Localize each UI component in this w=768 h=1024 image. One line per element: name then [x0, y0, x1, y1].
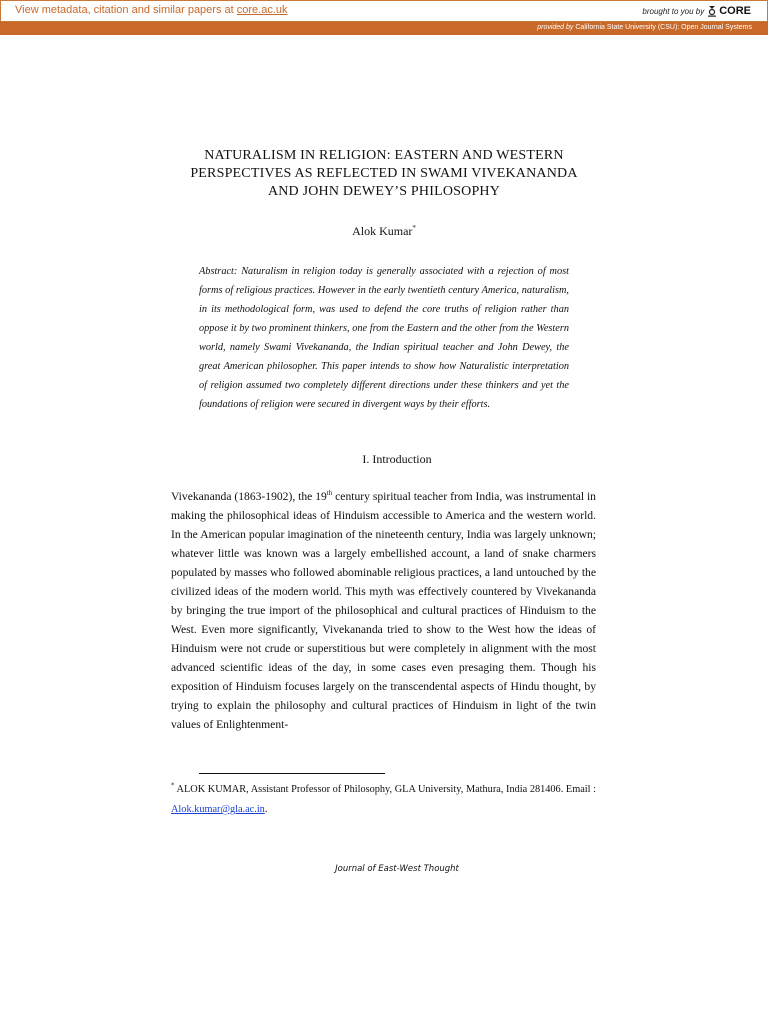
footnote-text: ALOK KUMAR, Assistant Professor of Philosophy, GLA University, Mathura, India 281406. Email : — [174, 784, 596, 795]
provided-by-label: provided by — [537, 24, 574, 31]
core-banner — [0, 0, 768, 22]
section-heading: I. Introduction — [362, 452, 432, 466]
footnote-end: . — [264, 804, 268, 815]
provider-name[interactable]: California State University (CSU): Open Journal Systems — [575, 24, 752, 31]
body-paragraph — [171, 487, 596, 734]
brought-by-label: brought to you by — [642, 6, 705, 16]
author-name: Alok Kumar — [352, 224, 413, 238]
title-line-2: PERSPECTIVES AS REFLECTED IN SWAMI VIVEKANANDA — [190, 166, 578, 181]
abstract-text: Abstract: Naturalism in religion today is generally associated with a rejection of most forms of religious practices. However in the early twentieth century America, naturalism, in its methodological form, was used to defend the core truths of religion rather than oppose it by two prominent thinkers, one from the Eastern and the other from the Western world, namely Swami Vivekananda, the Indian spiritual teacher and John Dewey, the great American philosopher. This paper intends to show how Naturalistic interpretation of religion assumed two completely different directions under these thinkers and yet the foundations of religion were secured in divergent ways by their efforts. — [199, 266, 569, 410]
core-brought-by — [642, 5, 751, 17]
footnote — [171, 780, 596, 820]
core-provider-strip — [0, 22, 768, 35]
paper-title — [170, 147, 598, 201]
journal-footer: Journal of East-West Thought — [335, 864, 459, 874]
core-logo[interactable] — [707, 5, 751, 17]
footnote-rule — [199, 773, 385, 774]
abstract — [199, 262, 569, 414]
title-line-1: NATURALISM IN RELIGION: EASTERN AND WESTERN — [204, 148, 564, 163]
body-text-start: Vivekananda (1863-1902), the 19 — [171, 490, 327, 503]
core-logo-text: CORE — [719, 5, 751, 17]
body-text-rest: century spiritual teacher from India, was instrumental in making the philosophical ideas of Hinduism accessible to America and the western world. In the American popular imagination of the nineteenth century, India was largely unknown; whatever little was known was a largely embellished account, a land of snake charmers populated by masses who followed abominable religious practices, a land untouched by the civilized ideas of the modern world. This myth was effectively countered by Vivekananda by bringing the true import of the philosophical and cultural practices of Hinduism to the West. Even more significantly, Vivekananda tried to show to the West how the ideas of Hinduism were not crude or superstitious but were completely in alignment with the most advanced scientific ideas of the day, in some cases even presaging them. Though his exposition of Hinduism focuses largely on the transcendental aspects of Hindu thought, by trying to explain the philosophy and cultural practices of Hinduism in light of the twin values of Enlightenment- — [171, 490, 596, 731]
footnote-email-link[interactable]: Alok.kumar@gla.ac.in — [171, 804, 265, 815]
core-metadata-label: View metadata, citation and similar papers at — [15, 4, 234, 16]
ordinal-superscript: th — [326, 489, 333, 498]
core-metadata-text — [15, 4, 288, 16]
title-line-3: AND JOHN DEWEY’S PHILOSOPHY — [267, 184, 501, 199]
provider-text — [537, 24, 752, 31]
footnote-mark: * — [171, 781, 175, 790]
author-line — [170, 224, 598, 239]
author-footnote-mark: * — [412, 224, 416, 232]
core-logo-icon — [707, 5, 717, 17]
core-link[interactable]: core.ac.uk — [236, 4, 288, 16]
